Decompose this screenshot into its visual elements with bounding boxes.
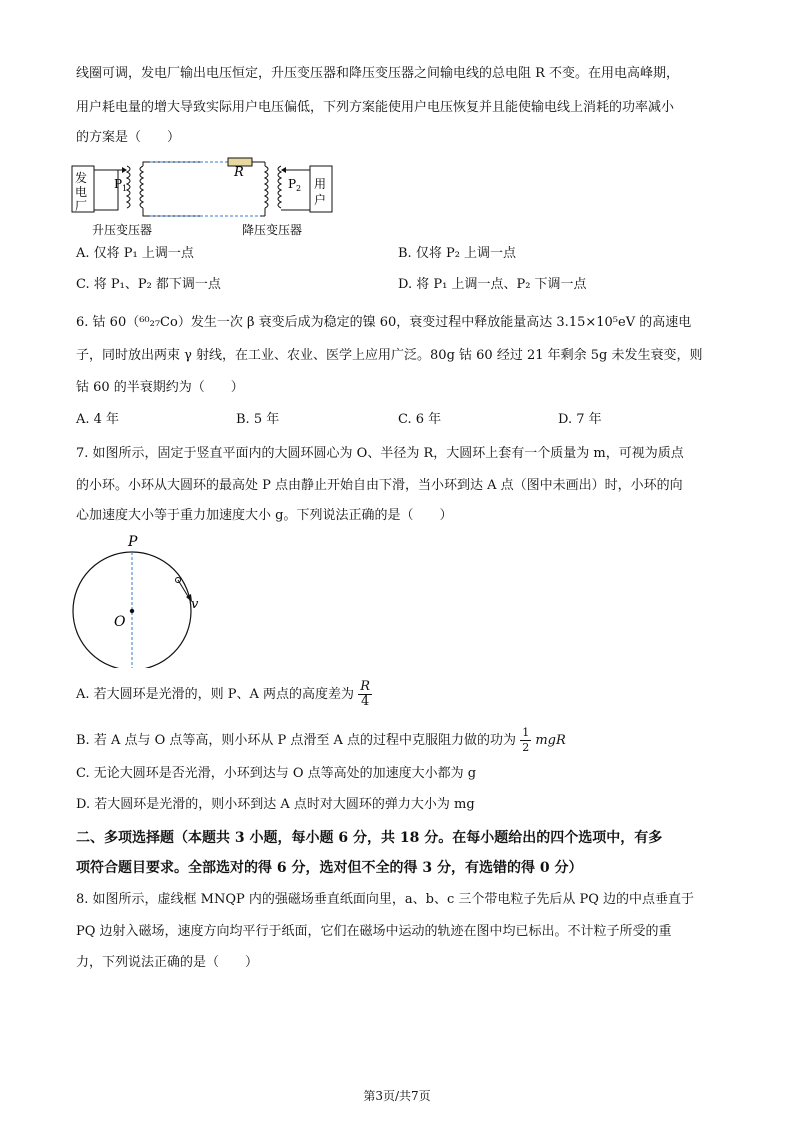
q5-text-line-2: 用户耗电量的增大导致实际用户电压偏低，下列方案能使用户电压恢复并且能使输电线上消耗的功率减小 [76,100,675,115]
velocity-label: v [191,597,199,612]
section2-heading-line-2: 项符合题目要求。全部选对的得 6 分，选对但不全的得 3 分，有选错的得 0 分） [76,860,583,876]
q6-option-d: D. 7 年 [558,412,602,427]
section2-heading-line-1: 二、多项选择题（本题共 3 小题，每小题 6 分，共 18 分。在每小题给出的四个选项中，有多 [76,830,663,846]
q8-text-line-2: PQ 边射入磁场，速度方向均平行于纸面，它们在磁场中运动的轨迹在图中均已标出。不计粒子所受的重 [76,924,672,939]
q7-option-b-suffix: mgR [535,733,566,748]
q7-text-line-2: 的小环。小环从大圆环的最高处 P 点由静止开始自由下滑，当小环到达 A 点（图中未画出）时，小环的向 [76,478,683,493]
q7-text-line-1: 7. 如图所示，固定于竖直平面内的大圆环圆心为 O、半径为 R，大圆环上套有一个质量为 m，可视为质点 [76,446,684,461]
plant-label-3: 厂 [75,199,88,213]
user-label-1: 用 [314,177,327,191]
q8-text-line-1: 8. 如图所示，虚线框 MNQP 内的强磁场垂直纸面向里，a、b、c 三个带电粒子先后从 PQ 边的中点垂直于 [76,892,695,907]
fraction-denominator: 2 [522,741,530,754]
q8-text-line-3: 力，下列说法正确的是（ ） [76,955,259,970]
q5-text-line-1: 线圈可调，发电厂输出电压恒定，升压变压器和降压变压器之间输电线的总电阻 R 不变。在用电高峰期， [76,66,680,81]
ring-diagram [66,528,216,668]
p2-label: P [288,177,297,191]
fraction-r-over-4 [358,680,372,709]
q7-option-c: C. 无论大圆环是否光滑，小环到达与 O 点等高处的加速度大小都为 g [76,766,477,781]
plant-label-1: 发 [75,171,88,185]
transformer-circuit-diagram [70,152,340,242]
q7-text-line-3: 心加速度大小等于重力加速度大小 g。下列说法正确的是（ ） [76,508,453,523]
q7-option-b [76,726,566,755]
q7-option-a [76,680,372,709]
q5-option-c: C. 将 P₁、P₂ 都下调一点 [76,277,221,292]
point-p-label: P [128,534,138,550]
q6-option-c: C. 6 年 [398,412,442,427]
resistor-label: R [234,165,244,180]
step-up-caption: 升压变压器 [92,223,153,237]
q6-text-line-2: 子，同时放出两束 γ 射线，在工业、农业、医学上应用广泛。80g 钴 60 经过 21 年剩余 5g 未发生衰变，则 [76,348,703,363]
fraction-one-half [520,726,531,755]
q6-option-b: B. 5 年 [236,412,280,427]
p2-subscript: 2 [296,184,302,193]
step-down-caption: 降压变压器 [242,223,303,237]
fraction-numerator: 1 [522,726,530,739]
q6-option-a: A. 4 年 [76,412,120,427]
plant-label-2: 电 [75,185,88,199]
q5-option-d: D. 将 P₁ 上调一点、P₂ 下调一点 [398,277,587,292]
q6-text-line-1: 6. 钴 60（⁶⁰₂₇Co）发生一次 β 衰变后成为稳定的镍 60，衰变过程中释放能量高达 3.15×10⁵eV 的高速电 [76,315,692,330]
fraction-numerator: R [360,679,370,694]
fraction-denominator: 4 [360,694,370,709]
q7-option-a-text: A. 若大圆环是光滑的，则 P、A 两点的高度差为 [76,687,355,702]
q7-option-b-text: B. 若 A 点与 O 点等高，则小环从 P 点滑至 A 点的过程中克服阻力做的功为 [76,733,517,748]
q5-text-line-3: 的方案是（ ） [76,130,181,145]
user-label-2: 户 [314,193,327,207]
q7-option-d: D. 若大圆环是光滑的，则小环到达 A 点时对大圆环的弹力大小为 mg [76,797,475,812]
p1-subscript: 1 [122,184,128,193]
q6-text-line-3: 钴 60 的半衰期约为（ ） [76,380,244,395]
p1-label: P [114,177,123,191]
q5-option-b: B. 仅将 P₂ 上调一点 [398,246,517,261]
q5-option-a: A. 仅将 P₁ 上调一点 [76,246,194,261]
point-o-label: O [114,614,126,630]
page-footer: 第3页/共7页 [363,1089,431,1103]
